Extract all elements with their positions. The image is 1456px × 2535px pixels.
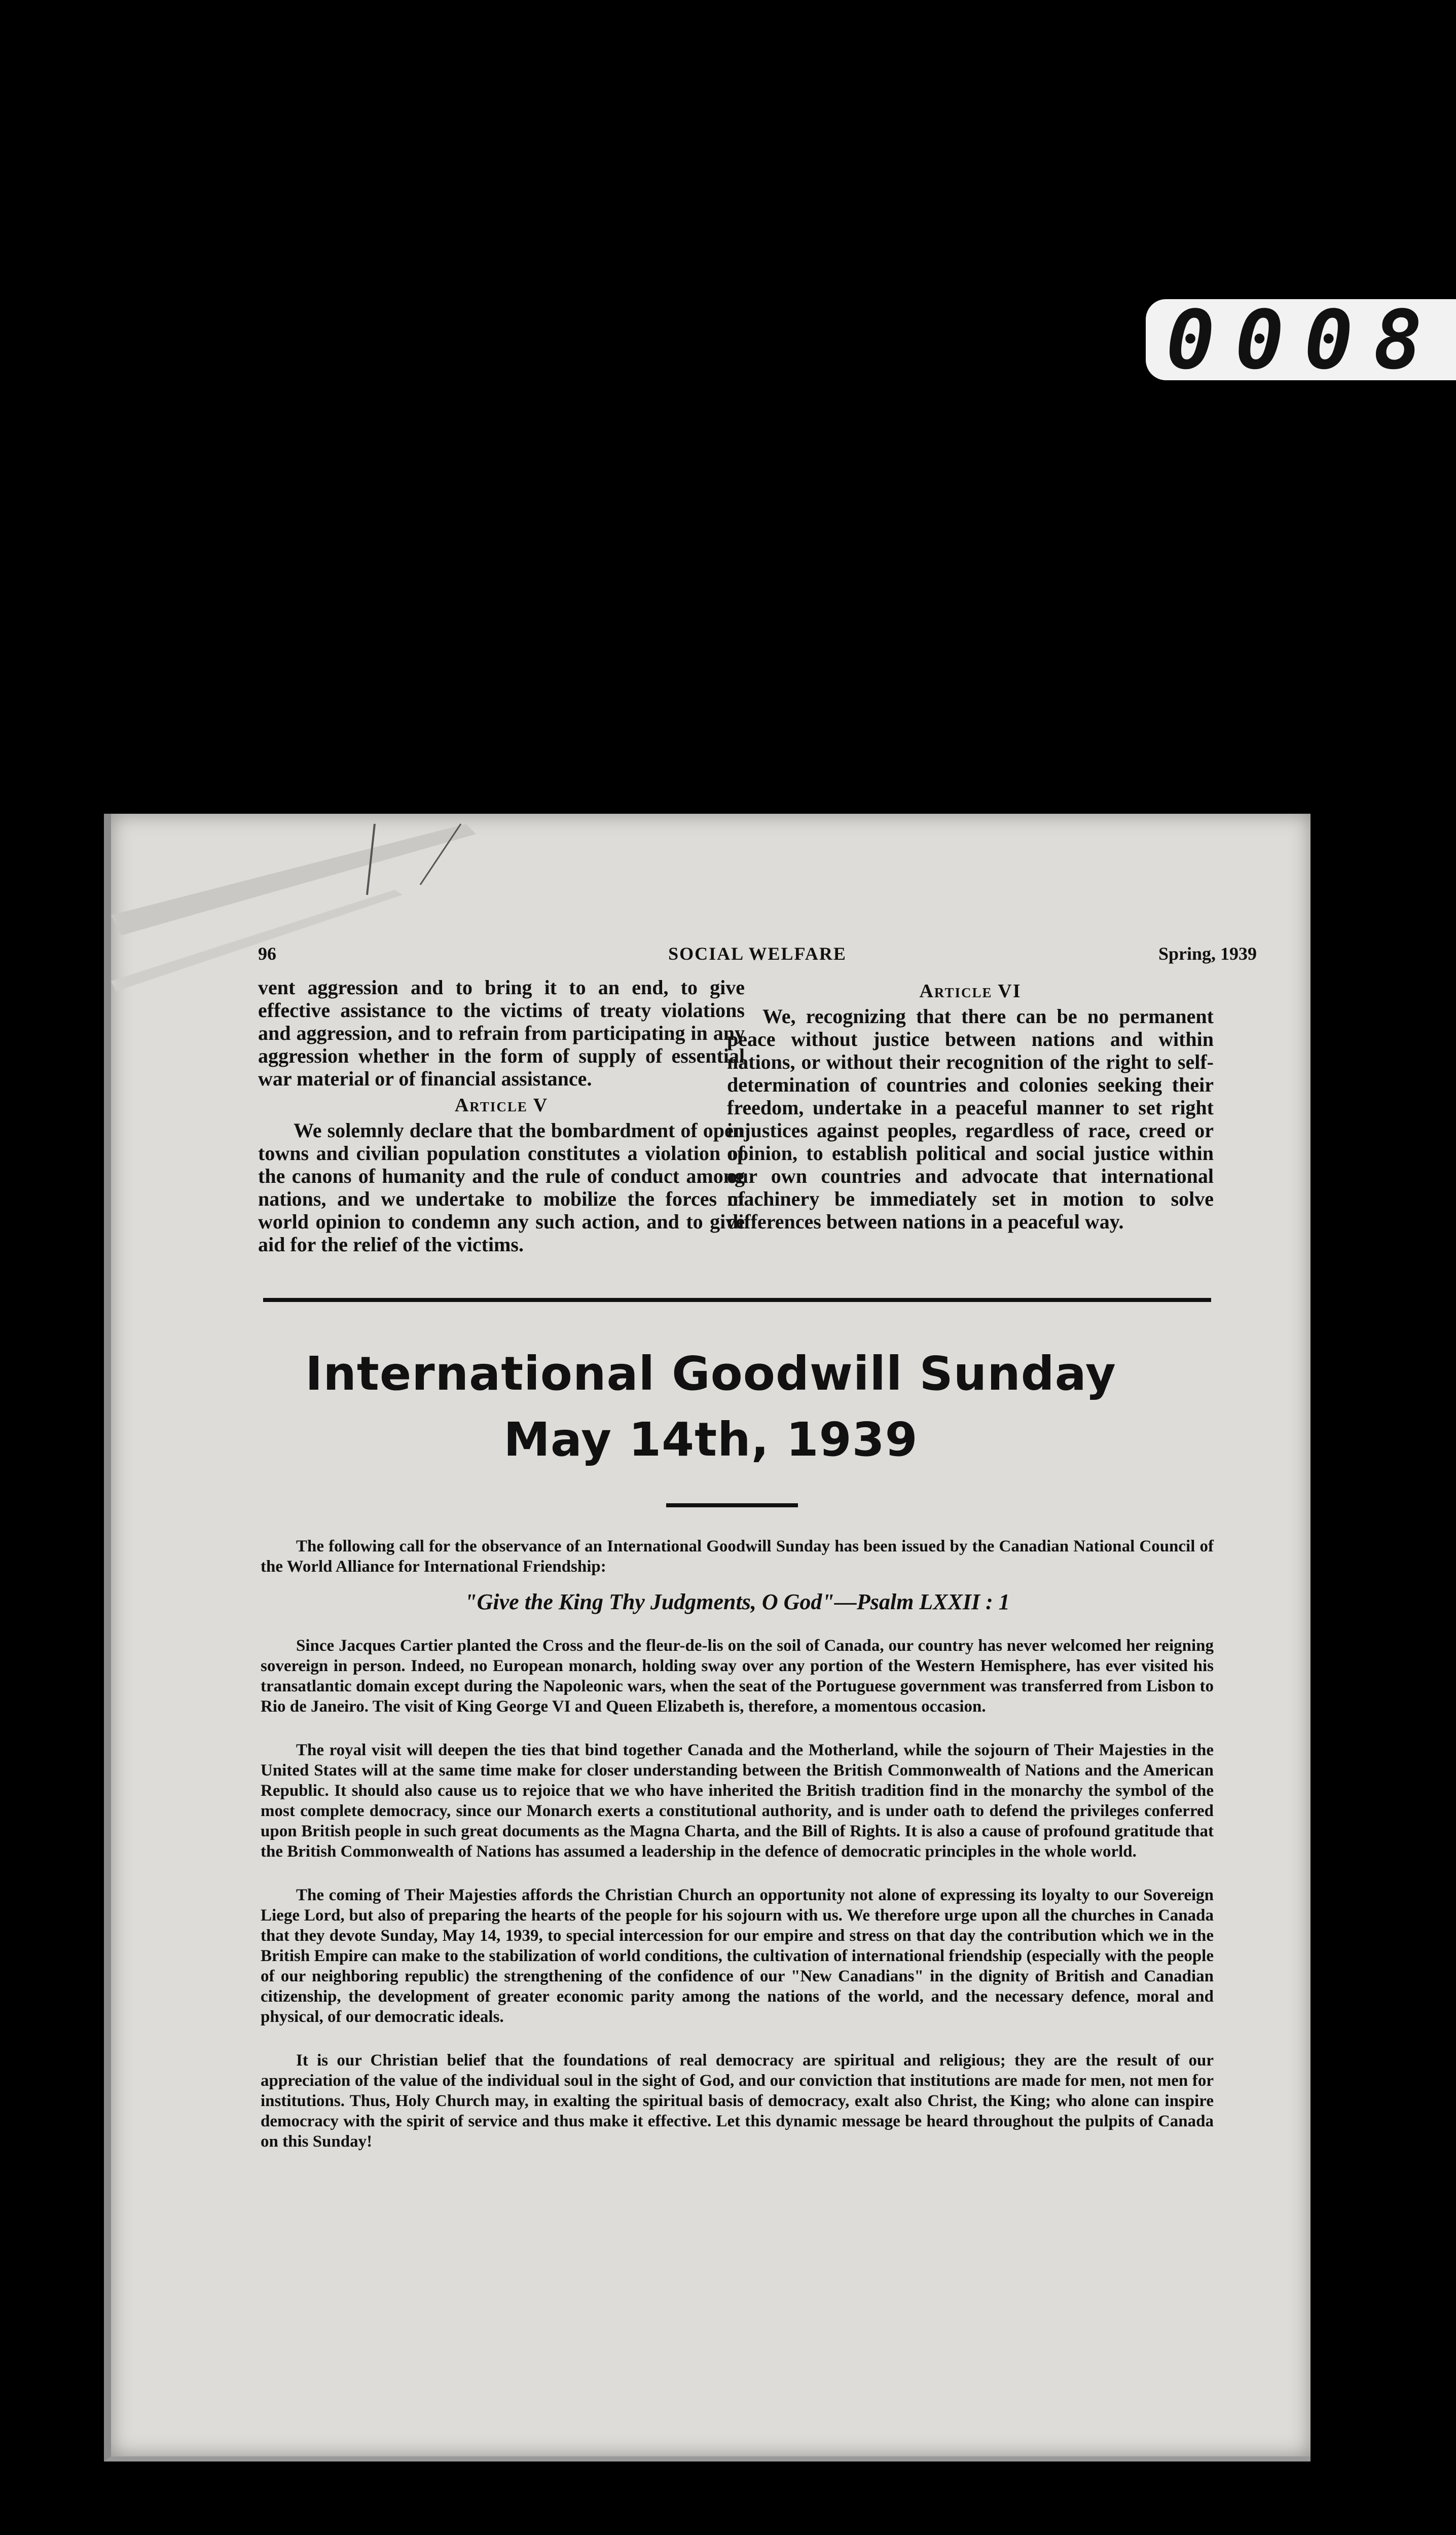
document-page [104,814,1311,2461]
scripture-quote: "Give the King Thy Judgments, O God"—Psalm LXXII : 1 [464,1589,1010,1614]
body-paragraph: It is our Christian belief that the foundations of real democracy are spiritual and religious; they are the result of our appreciation of the value of the individual soul in the sight of God, and our conviction that institutions are made for men, not men for institutions. Thus, Holy Church may, in exalting the spiritual basis of democracy, exalt also Christ, the King; who alone can inspire democracy with the spirit of service and thus make it effective. Let this dynamic message be heard throughout the pulpits of Canada on this Sunday! [261,2051,1214,2151]
body-paragraph: The royal visit will deepen the ties that bind together Canada and the Motherland, while the sojourn of Their Majesties in the United States will at the same time make for closer understanding between the British Commonwealth of Nations and the American Republic. It should also cause us to rejoice that we who have inherited the British tradition find in the monarchy the symbol of the most complete democracy, since our Monarch exerts a constitutional authority, and is under oath to defend the privileges conferred upon British people in such great documents as the Magna Charta, and the Bill of Rights. It is also a cause of profound gratitude that the British Commonwealth of Nations has assumed a leadership in the defence of democratic principles in the whole world. [261,1741,1214,1861]
body-paragraph: Since Jacques Cartier planted the Cross and the fleur-de-lis on the soil of Canada, our country has never welcomed her reigning sovereign in person. Indeed, no European monarch, holding sway over any portion of the Western Hemisphere, has ever visited his transatlantic domain except during the Napoleonic wars, when the seat of the Portuguese government was transferred from Lisbon to Rio de Janeiro. The visit of King George VI and Queen Elizabeth is, therefore, a momentous occasion. [261,1637,1214,1716]
page-number: 96 [258,944,276,964]
left-column [258,976,745,1256]
left-para-2: We solemnly declare that the bombardment of open towns and civilian population constitutes a violation of the canons of humanity and the rule of conduct among nations, and we undertake to mobilize the forces of world opinion to condemn any such action, and to give aid for the relief of the victims. [258,1119,745,1256]
left-para-1: vent aggression and to bring it to an end, to give effective assistance to the victims of treaty violations and aggression, and to refrain from participating in any aggression whether in the form of supply of essential war material or of financial assistance. [258,976,745,1090]
intro-paragraph: The following call for the observance of an International Goodwill Sunday has been issued by the Canadian National Council of the World Alliance for International Friendship: [261,1537,1214,1576]
page-header [258,943,1257,973]
article-body [261,1536,1214,2175]
title-line-2: May 14th, 1939 [503,1413,918,1467]
body-paragraph: The coming of Their Majesties affords the Christian Church an opportunity not alone of expressing its loyalty to our Sovereign Liege Lord, but also of preparing the hearts of the people for his sojourn with us. We therefore urge upon all the churches in Canada that they devote Sunday, May 14, 1939, to special intercession for our empire and stress on that day the contribution which we in the British Empire can make to the stabilization of world conditions, the cultivation of international friendship (especially with the people of our neighboring republic) the strengthening of the confidence of our "New Canadians" in the dignity of British and Canadian citizenship, the development of greater economic parity among the nations of the world, and the necessary defence, moral and physical, of our democratic ideals. [261,1886,1214,2026]
frame-number: 0008 [1146,299,1456,380]
article-vi-heading: Article VI [919,981,1022,1002]
article-v-heading: Article V [454,1095,549,1116]
section-divider [263,1298,1211,1302]
right-para-1: We, recognizing that there can be no permanent peace without justice between nations and within nations, or without their recognition of the right to self-determination of countries and colonies seeking their freedom, undertake in a peaceful manner to set right injustices against peoples, regardless of race, creed or opinion, to establish political and social justice within our own countries and advocate that international machinery be immediately set in motion to solve differences between nations in a peaceful way. [727,1005,1214,1233]
title-line-1: International Goodwill Sunday [305,1347,1116,1401]
title-underline [666,1503,798,1507]
issue-date: Spring, 1939 [1158,944,1257,964]
right-column [727,976,1214,1233]
article-title [111,1341,1311,1473]
journal-title: SOCIAL WELFARE [668,944,847,964]
